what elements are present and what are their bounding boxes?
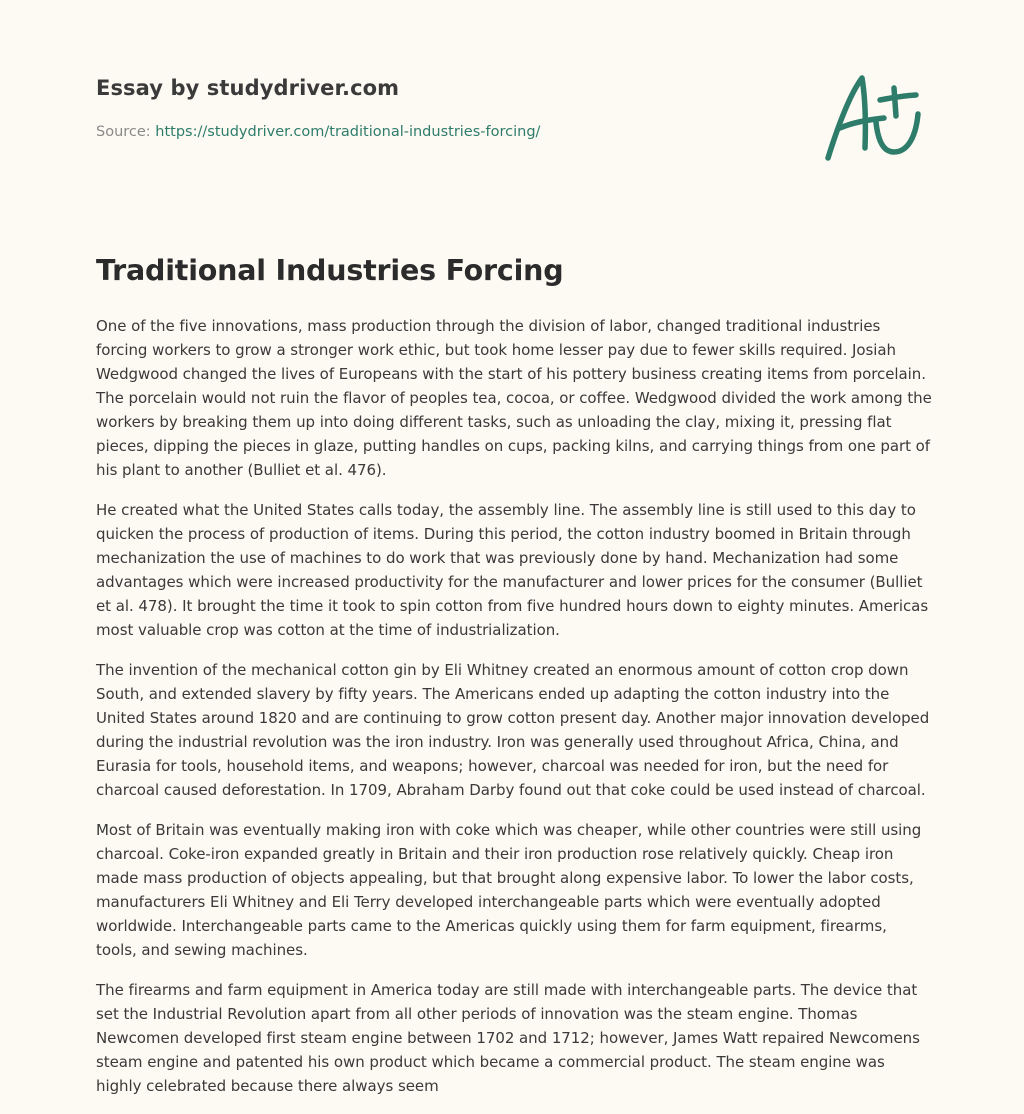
source-link[interactable]: https://studydriver.com/traditional-industries-forcing/ xyxy=(155,124,541,140)
page-header xyxy=(96,76,816,140)
source-line xyxy=(96,124,816,140)
brand-title: Essay by studydriver.com xyxy=(96,76,400,100)
source-label: Source: xyxy=(96,124,156,140)
article-body xyxy=(96,314,932,1114)
article-paragraph: The invention of the mechanical cotton gin by Eli Whitney created an enormous amount of cotton crop down South, and extended slavery by fifty years. The Americans ended up adapting the cotton industry into the United States around 1820 and are continuing to grow cotton present day. Another major innovation developed during the industrial revolution was the iron industry. Iron was generally used throughout Africa, China, and Eurasia for tools, household items, and weapons; however, charcoal was needed for iron, but the need for charcoal caused deforestation. In 1709, Abraham Darby found out that coke could be used instead of charcoal. xyxy=(96,661,930,799)
article-paragraph: The firearms and farm equipment in America today are still made with interchangeable parts. The device that set the Industrial Revolution apart from all other periods of innovation was the steam engine. Thomas Newcomen developed first steam engine between 1702 and 1712; however, James Watt repaired Newcomens steam engine and patented his own product which became a commercial product. The steam engine was highly celebrated because there always seem xyxy=(96,981,920,1095)
article-paragraph: One of the five innovations, mass production through the division of labor, changed traditional industries forcing workers to grow a stronger work ethic, but took home lesser pay due to fewer skills required. Josiah Wedgwood changed the lives of Europeans with the start of his pottery business creating items from porcelain. The porcelain would not ruin the flavor of peoples tea, cocoa, or coffee. Wedgwood divided the work among the workers by breaking them up into doing different tasks, such as unloading the clay, mixing it, pressing flat pieces, dipping the pieces in glaze, putting handles on cups, packing kilns, and carrying things from one part of his plant to another (Bulliet et al. 476). xyxy=(96,317,932,479)
article-paragraph: He created what the United States calls today, the assembly line. The assembly line is still used to this day to quicken the process of production of items. During this period, the cotton industry boomed in Britain through mechanization the use of machines to do work that was previously done by hand. Mechanization had some advantages which were increased productivity for the manufacturer and lower prices for the consumer (Bulliet et al. 478). It brought the time it took to spin cotton from five hundred hours down to eighty minutes. Americas most valuable crop was cotton at the time of industrialization. xyxy=(96,501,929,639)
article-paragraph: Most of Britain was eventually making iron with coke which was cheaper, while other countries were still using charcoal. Coke-iron expanded greatly in Britain and their iron production rose relatively quickly. Cheap iron made mass production of objects appealing, but that brought along expensive labor. To lower the labor costs, manufacturers Eli Whitney and Eli Terry developed interchangeable parts which were eventually adopted worldwide. Interchangeable parts came to the Americas quickly using them for farm equipment, firearms, tools, and sewing machines. xyxy=(96,821,922,959)
a-plus-logo-icon xyxy=(818,64,930,168)
article-title: Traditional Industries Forcing xyxy=(96,254,564,287)
